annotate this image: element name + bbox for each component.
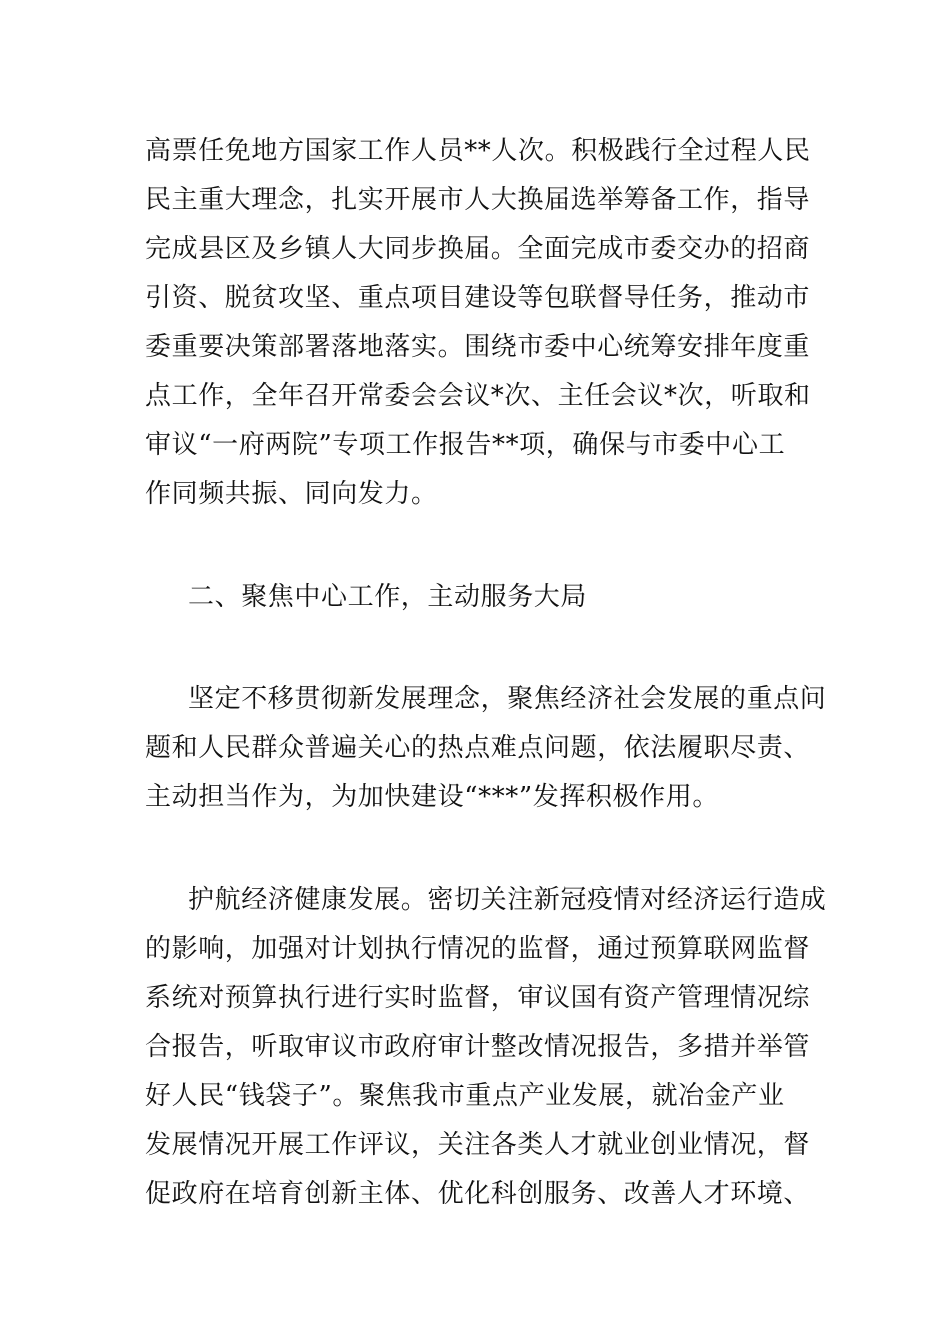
paragraph-line: 坚定不移贯彻新发展理念，聚焦经济社会发展的重点问 [188, 684, 827, 714]
paragraph-line: 审议“一府两院”专项工作报告**项，确保与市委中心工 [145, 430, 786, 460]
paragraph-line: 发展情况开展工作评议，关注各类人才就业创业情况，督 [145, 1130, 811, 1160]
paragraph-line: 点工作，全年召开常委会会议*次、主任会议*次，听取和 [145, 381, 811, 411]
paragraph-line: 完成县区及乡镇人大同步换届。全面完成市委交办的招商 [145, 234, 811, 264]
paragraph-line: 作同频共振、同向发力。 [145, 479, 438, 509]
paragraph-line: 高票任免地方国家工作人员**人次。积极践行全过程人民 [145, 136, 811, 166]
paragraph-line: 护航经济健康发展。密切关注新冠疫情对经济运行造成 [188, 885, 827, 915]
paragraph-line: 合报告，听取审议市政府审计整改情况报告，多措并举管 [145, 1032, 811, 1062]
paragraph-line: 系统对预算执行进行实时监督，审议国有资产管理情况综 [145, 983, 811, 1013]
paragraph-line: 引资、脱贫攻坚、重点项目建设等包联督导任务，推动市 [145, 283, 811, 313]
paragraph-line: 主动担当作为，为加快建设“***”发挥积极作用。 [145, 782, 719, 812]
section-heading: 二、聚焦中心工作，主动服务大局 [188, 582, 588, 612]
paragraph-line: 委重要决策部署落地落实。围绕市委中心统筹安排年度重 [145, 332, 811, 362]
paragraph-line: 民主重大理念，扎实开展市人大换届选举筹备工作，指导 [145, 185, 811, 215]
paragraph-line: 促政府在培育创新主体、优化科创服务、改善人才环境、 [145, 1179, 811, 1209]
paragraph-line: 题和人民群众普遍关心的热点难点问题，依法履职尽责、 [145, 733, 811, 763]
paragraph-line: 好人民“钱袋子”。聚焦我市重点产业发展，就冶金产业 [145, 1081, 785, 1111]
paragraph-line: 的影响，加强对计划执行情况的监督，通过预算联网监督 [145, 934, 811, 964]
